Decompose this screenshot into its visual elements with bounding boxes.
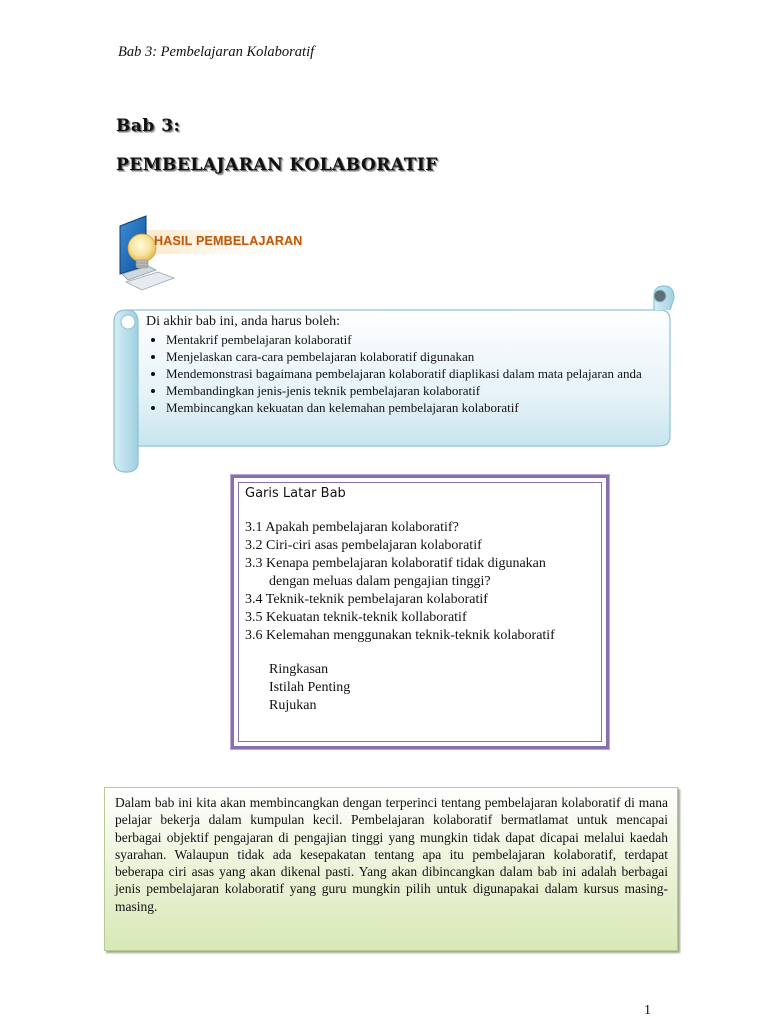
outline-item: 3.2 Ciri-ciri asas pembelajaran kolaboratif <box>245 538 482 553</box>
outline-item: 3.3 Kenapa pembelajaran kolaboratif tidak digunakan <box>245 556 546 571</box>
learning-outcomes-content <box>146 313 646 416</box>
list-item: • Mentakrif pembelajaran kolaboratif <box>166 331 646 348</box>
chapter-outline-extras <box>269 661 350 715</box>
chapter-summary-text: Dalam bab ini kita akan membincangkan dengan terperinci tentang pembelajaran kolaboratif di mana pelajar bekerja dalam kumpulan kecil. Pembelajaran kolaboratif bermatlamat untuk mencapai berbagai objektif pengajaran di pengajian tinggi yang mungkin tidak dapat dicapai melalui kaedah syarahan. Walaupun tidak ada kesepakatan tentang apa itu pembelajaran kolaboratif, terdapat beberapa ciri asas yang akan dikenal pasti. Yang akan dibincangkan dalam bab ini adalah berbagai jenis pembelajaran kolaboratif yang guru mungkin pilih untuk digunapakai dalam kursus masing-masing. <box>115 795 668 914</box>
outline-item-continuation: dengan meluas dalam pengajian tinggi? <box>269 574 491 589</box>
list-item: • Mendemonstrasi bagaimana pembelajaran kolaboratif diaplikasi dalam mata pelajaran anda <box>166 365 646 382</box>
outline-item: 3.1 Apakah pembelajaran kolaboratif? <box>245 520 459 535</box>
chapter-title-heading: PEMBELAJARAN KOLABORATIF <box>116 155 438 175</box>
list-item: • Membandingkan jenis-jenis teknik pembelajaran kolaboratif <box>166 382 646 399</box>
outline-extra-item: Ringkasan <box>269 662 329 677</box>
outline-extra-item: Istilah Penting <box>269 680 351 695</box>
outline-item: 3.5 Kekuatan teknik-teknik kollaboratif <box>245 610 467 625</box>
chapter-outline-list <box>245 519 600 645</box>
outline-item: 3.4 Teknik-teknik pembelajaran kolaboratif <box>245 592 488 607</box>
page-number: 1 <box>644 1003 651 1018</box>
chapter-outline-title: Garis Latar Bab <box>245 486 346 501</box>
chapter-number-heading: Bab 3: <box>116 116 181 136</box>
learning-outcomes-intro: Di akhir bab ini, anda harus boleh: <box>146 314 341 329</box>
learning-outcomes-list <box>146 331 646 416</box>
learning-outcomes-label: HASIL PEMBELAJARAN <box>154 234 303 248</box>
list-item: • Menjelaskan cara-cara pembelajaran kolaboratif digunakan <box>166 348 646 365</box>
list-item: • Membincangkan kekuatan dan kelemahan pembelajaran kolaboratif <box>166 399 646 416</box>
outline-item: 3.6 Kelemahan menggunakan teknik-teknik kolaboratif <box>245 628 555 643</box>
running-header: Bab 3: Pembelajaran Kolaboratif <box>118 44 315 60</box>
outline-extra-item: Rujukan <box>269 698 317 713</box>
